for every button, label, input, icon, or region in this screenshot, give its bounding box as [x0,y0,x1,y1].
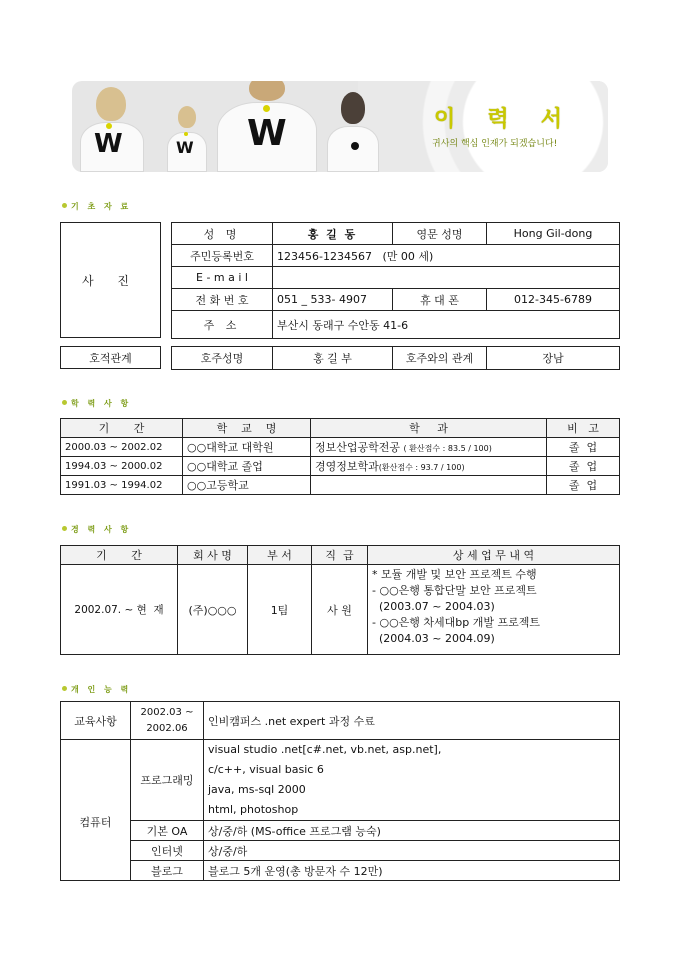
detail-line: - ○○은행 통합단말 보안 프로젝트 [372,584,537,597]
career-header-dept: 부 서 [248,546,312,565]
section-basic-header [62,201,131,212]
table-row [61,438,620,457]
model-figure-3 [217,81,317,172]
relation-label: 호주와의 관계 [393,347,487,370]
edu-header-period: 기 간 [61,419,183,438]
name-label: 성 명 [172,223,273,245]
phone-value: 051 _ 533- 4907 [273,289,393,311]
programming-line: java, ms-sql 2000 [208,783,306,796]
programming-label: 프로그래밍 [131,740,204,821]
edu-note: 졸 업 [547,438,620,457]
photo-placeholder [60,222,161,338]
edu-major [311,457,547,476]
rrn-label: 주민등록번호 [172,245,273,267]
computer-label: 컴퓨터 [61,740,131,881]
photo-label: 사 진 [82,273,139,288]
mobile-value: 012-345-6789 [487,289,620,311]
email-label: E - m a i l [172,267,273,289]
family-table [171,346,620,370]
bullet-icon [62,686,67,691]
detail-line: (2003.07 ~ 2004.03) [372,600,495,613]
career-header-rank: 직 급 [312,546,368,565]
model-figure-2 [167,102,207,172]
address-value: 부산시 동래구 수안동 41-6 [273,311,620,339]
shirt-letter: W [247,113,287,154]
edu-major-name: 경영정보학과 [315,460,379,473]
edu-major-name: 정보산업공학전공 [315,441,401,454]
edu-major [311,438,547,457]
section-title: 기 초 자 료 [71,202,132,211]
internet-label: 인터넷 [131,841,204,861]
edu-period: 1991.03 ~ 1994.02 [61,476,183,495]
bullet-icon [62,203,67,208]
edu-school: ○○대학교 졸업 [183,457,311,476]
shirt-letter: W [176,138,194,157]
blog-value: 블로그 5개 운영(총 방문자 수 12만) [204,861,620,881]
programming-line: html, photoshop [208,803,299,816]
detail-line: (2004.03 ~ 2004.09) [372,632,495,645]
edu-course-value: 인비캠퍼스 .net expert 과정 수료 [204,702,620,740]
education-table [60,418,620,495]
edu-header-note: 비 고 [547,419,620,438]
title-char: 력 [487,107,511,132]
career-rank: 사 원 [312,565,368,655]
edu-course-period-start: 2002.03 ~ [140,706,194,718]
blog-label: 블로그 [131,861,204,881]
career-header-company: 회 사 명 [178,546,248,565]
rrn-value: 123456-1234567 (만 00 세) [273,245,620,267]
edu-note: 졸 업 [547,457,620,476]
family-label [60,346,161,369]
programming-line: c/c++, visual basic 6 [208,763,324,776]
oa-value: 상/중/하 (MS-office 프로그램 능숙) [204,821,620,841]
edu-score: (환산점수 : 93.7 / 100) [378,463,465,472]
section-title: 개 인 능 력 [71,685,132,694]
eng-name-value: Hong Gil-dong [487,223,620,245]
edu-header-major: 학 과 [311,419,547,438]
edu-major [311,476,547,495]
title-char: 이 [434,107,458,132]
bullet-icon [62,400,67,405]
eng-name-label: 영문 성명 [393,223,487,245]
shirt-letter: W [94,129,123,159]
edu-period: 1994.03 ~ 2000.02 [61,457,183,476]
detail-line: - ○○은행 차세대bp 개발 프로젝트 [372,616,541,629]
edu-course-period-end: 2002.06 [146,722,188,734]
career-dept: 1팀 [248,565,312,655]
name-value: 홍 길 동 [273,223,393,245]
edu-school: ○○고등학교 [183,476,311,495]
career-header-period: 기 간 [61,546,178,565]
programming-line: visual studio .net[c#.net, vb.net, asp.net], [208,743,442,756]
email-value [273,267,620,289]
edu-header-school: 학 교 명 [183,419,311,438]
title-char: 서 [540,107,564,132]
table-row [61,565,620,655]
table-row [61,457,620,476]
skills-table [60,701,620,881]
section-skills-header [62,684,131,695]
address-label: 주 소 [172,311,273,339]
family-label-text: 호적관계 [89,351,132,365]
basic-info-table [171,222,620,339]
model-figure-4 [327,90,379,172]
edu-course-label: 교육사항 [61,702,131,740]
mobile-label: 휴 대 폰 [393,289,487,311]
career-header-details: 상 세 업 무 내 역 [368,546,620,565]
career-details [368,565,620,655]
career-company: (주)○○○ [178,565,248,655]
internet-value: 상/중/하 [204,841,620,861]
detail-line: * 모듈 개발 및 보안 프로젝트 수행 [372,568,537,581]
oa-label: 기본 OA [131,821,204,841]
edu-period: 2000.03 ~ 2002.02 [61,438,183,457]
head-value: 홍 길 부 [273,347,393,370]
resume-title [434,102,564,133]
edu-school: ○○대학교 대학원 [183,438,311,457]
resume-subtitle: 귀사의 핵심 인재가 되겠습니다! [432,139,558,149]
section-title: 학 력 사 항 [71,399,132,408]
head-label: 호주성명 [172,347,273,370]
edu-course-period [131,702,204,740]
edu-score: ( 환산점수 : 83.5 / 100) [403,444,492,453]
model-figure-1 [80,81,144,172]
edu-note: 졸 업 [547,476,620,495]
career-period: 2002.07. ~ 현 재 [61,565,178,655]
section-education-header [62,398,131,409]
career-table [60,545,620,655]
section-career-header [62,524,131,535]
section-title: 경 력 사 항 [71,525,132,534]
table-row [61,476,620,495]
phone-label: 전 화 번 호 [172,289,273,311]
bullet-icon [62,526,67,531]
relation-value: 장남 [487,347,620,370]
programming-value [204,740,620,821]
